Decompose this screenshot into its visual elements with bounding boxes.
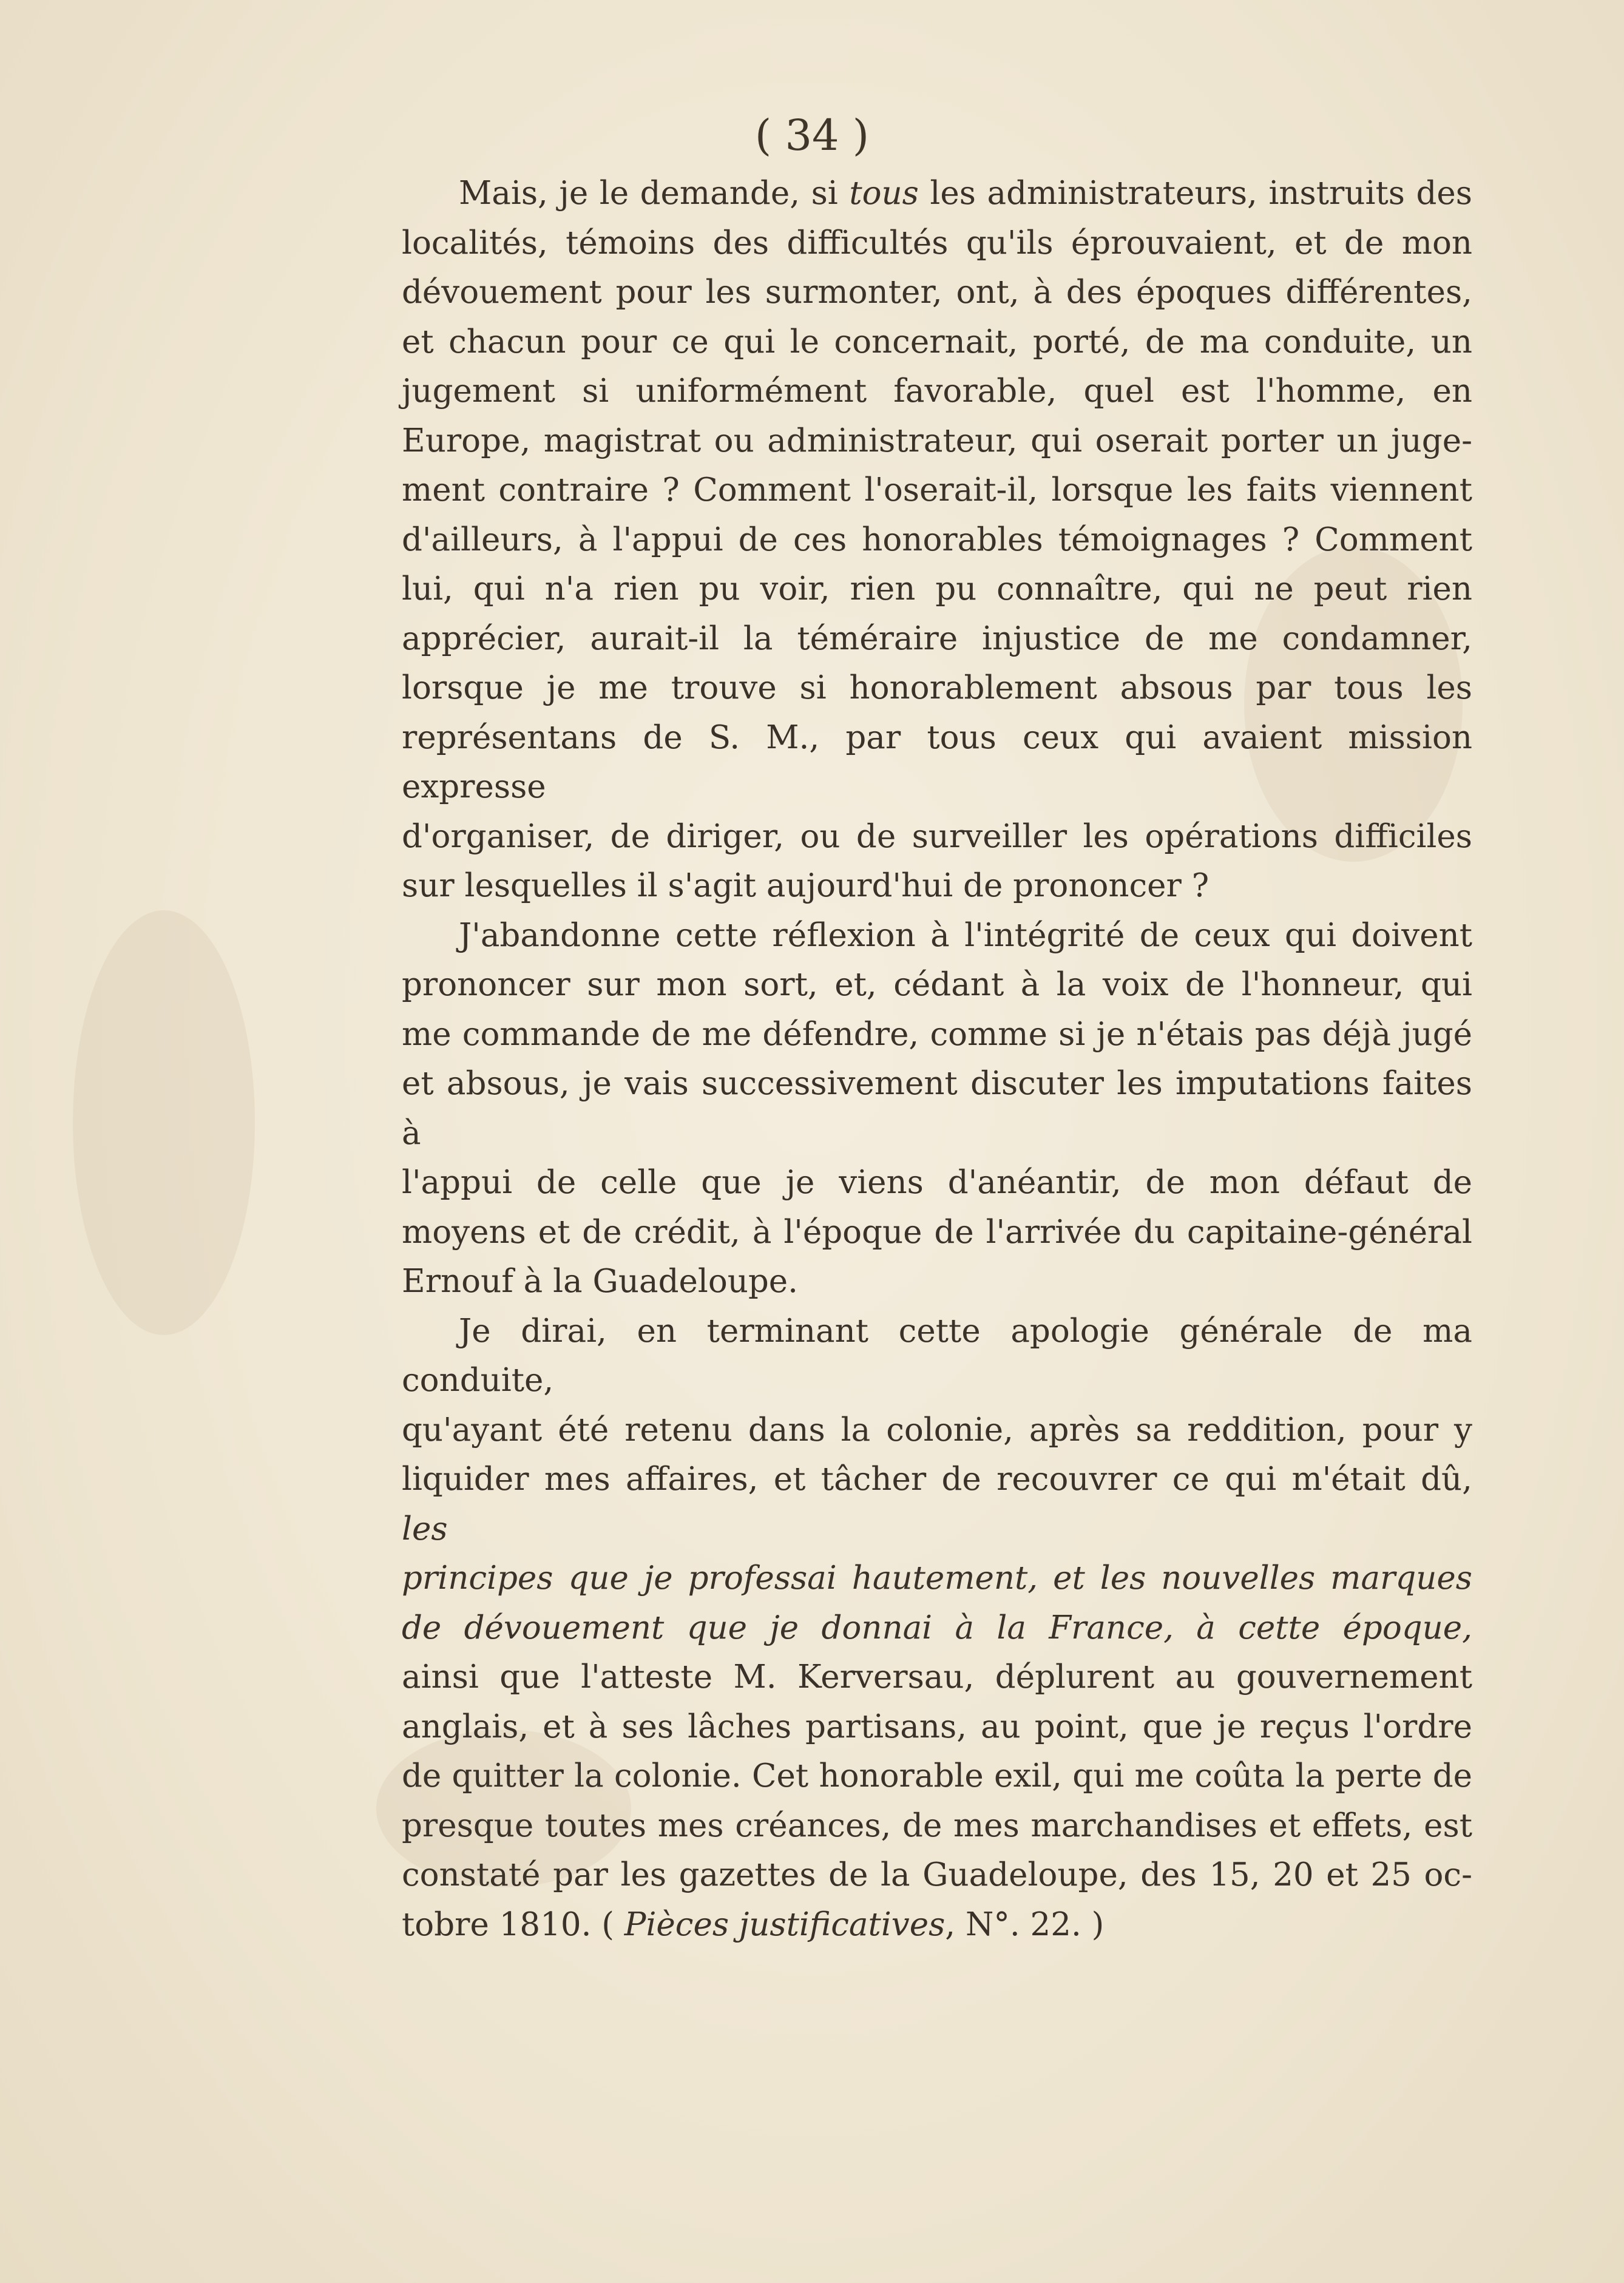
text-line: d'organiser, de diriger, ou de surveiller les opérations difficiles bbox=[402, 817, 1472, 855]
text-line: presque toutes mes créances, de mes marchandises et effets, est bbox=[402, 1807, 1472, 1844]
paper-stain bbox=[73, 910, 255, 1335]
text-line: anglais, et à ses lâches partisans, au point, que je reçus l'ordre bbox=[402, 1708, 1472, 1745]
text-line: représentans de S. M., par tous ceux qui avaient mission expresse bbox=[402, 719, 1472, 805]
text-line: Europe, magistrat ou administrateur, qui oserait porter un juge- bbox=[402, 422, 1472, 459]
text-line: J'abandonne cette réflexion à l'intégrité de ceux qui doivent bbox=[459, 916, 1472, 954]
text-line: l'appui de celle que je viens d'anéantir, de mon défaut de bbox=[402, 1164, 1472, 1201]
text-line: me commande de me défendre, comme si je n'étais pas déjà jugé bbox=[402, 1015, 1472, 1053]
text-line: ment contraire ? Comment l'oserait-il, lorsque les faits viennent bbox=[402, 472, 1472, 509]
text-line: et absous, je vais successivement discuter les imputations faites à bbox=[402, 1065, 1472, 1152]
page-number: ( 34 ) bbox=[754, 110, 870, 160]
text-line: Je dirai, en terminant cette apologie générale de ma conduite, bbox=[402, 1312, 1472, 1399]
text-line: ainsi que l'atteste M. Kerversau, déplurent au gouvernement bbox=[402, 1659, 1472, 1696]
text-line: lui, qui n'a rien pu voir, rien pu connaître, qui ne peut rien bbox=[402, 570, 1472, 607]
text-line: tobre 1810. ( Pièces justificatives, N°. 22. ) bbox=[402, 1906, 1105, 1943]
text-line: jugement si uniformément favorable, quel est l'homme, en bbox=[402, 373, 1472, 410]
text-line: apprécier, aurait-il la téméraire injustice de me condamner, bbox=[402, 620, 1472, 657]
text-line: sur lesquelles il s'agit aujourd'hui de prononcer ? bbox=[402, 867, 1210, 904]
text-line: Ernouf à la Guadeloupe. bbox=[402, 1263, 799, 1300]
text-line: liquider mes affaires, et tâcher de recouvrer ce qui m'était dû, les bbox=[402, 1461, 1472, 1547]
text-line: de dévouement que je donnai à la France, à cette époque, bbox=[402, 1609, 1472, 1646]
text-line: localités, témoins des difficultés qu'ils éprouvaient, et de mon bbox=[402, 224, 1472, 262]
text-line: d'ailleurs, à l'appui de ces honorables témoignages ? Comment bbox=[402, 521, 1472, 558]
text-line: moyens et de crédit, à l'époque de l'arrivée du capitaine-général bbox=[402, 1213, 1472, 1251]
text-line: dévouement pour les surmonter, ont, à des époques différentes, bbox=[402, 274, 1472, 311]
text-line: principes que je professai hautement, et les nouvelles marques bbox=[402, 1560, 1472, 1597]
text-line: lorsque je me trouve si honorablement absous par tous les bbox=[402, 669, 1472, 706]
text-line: qu'ayant été retenu dans la colonie, après sa reddition, pour y bbox=[402, 1411, 1472, 1449]
text-line: prononcer sur mon sort, et, cédant à la voix de l'honneur, qui bbox=[402, 966, 1472, 1003]
text-line: de quitter la colonie. Cet honorable exil, qui me coûta la perte de bbox=[402, 1757, 1472, 1794]
text-line: et chacun pour ce qui le concernait, porté, de ma conduite, un bbox=[402, 323, 1472, 360]
text-line: constaté par les gazettes de la Guadeloupe, des 15, 20 et 25 oc- bbox=[402, 1856, 1472, 1893]
text-line: Mais, je le demande, si tous les administrateurs, instruits des bbox=[459, 175, 1472, 212]
body-text bbox=[402, 169, 1472, 1949]
